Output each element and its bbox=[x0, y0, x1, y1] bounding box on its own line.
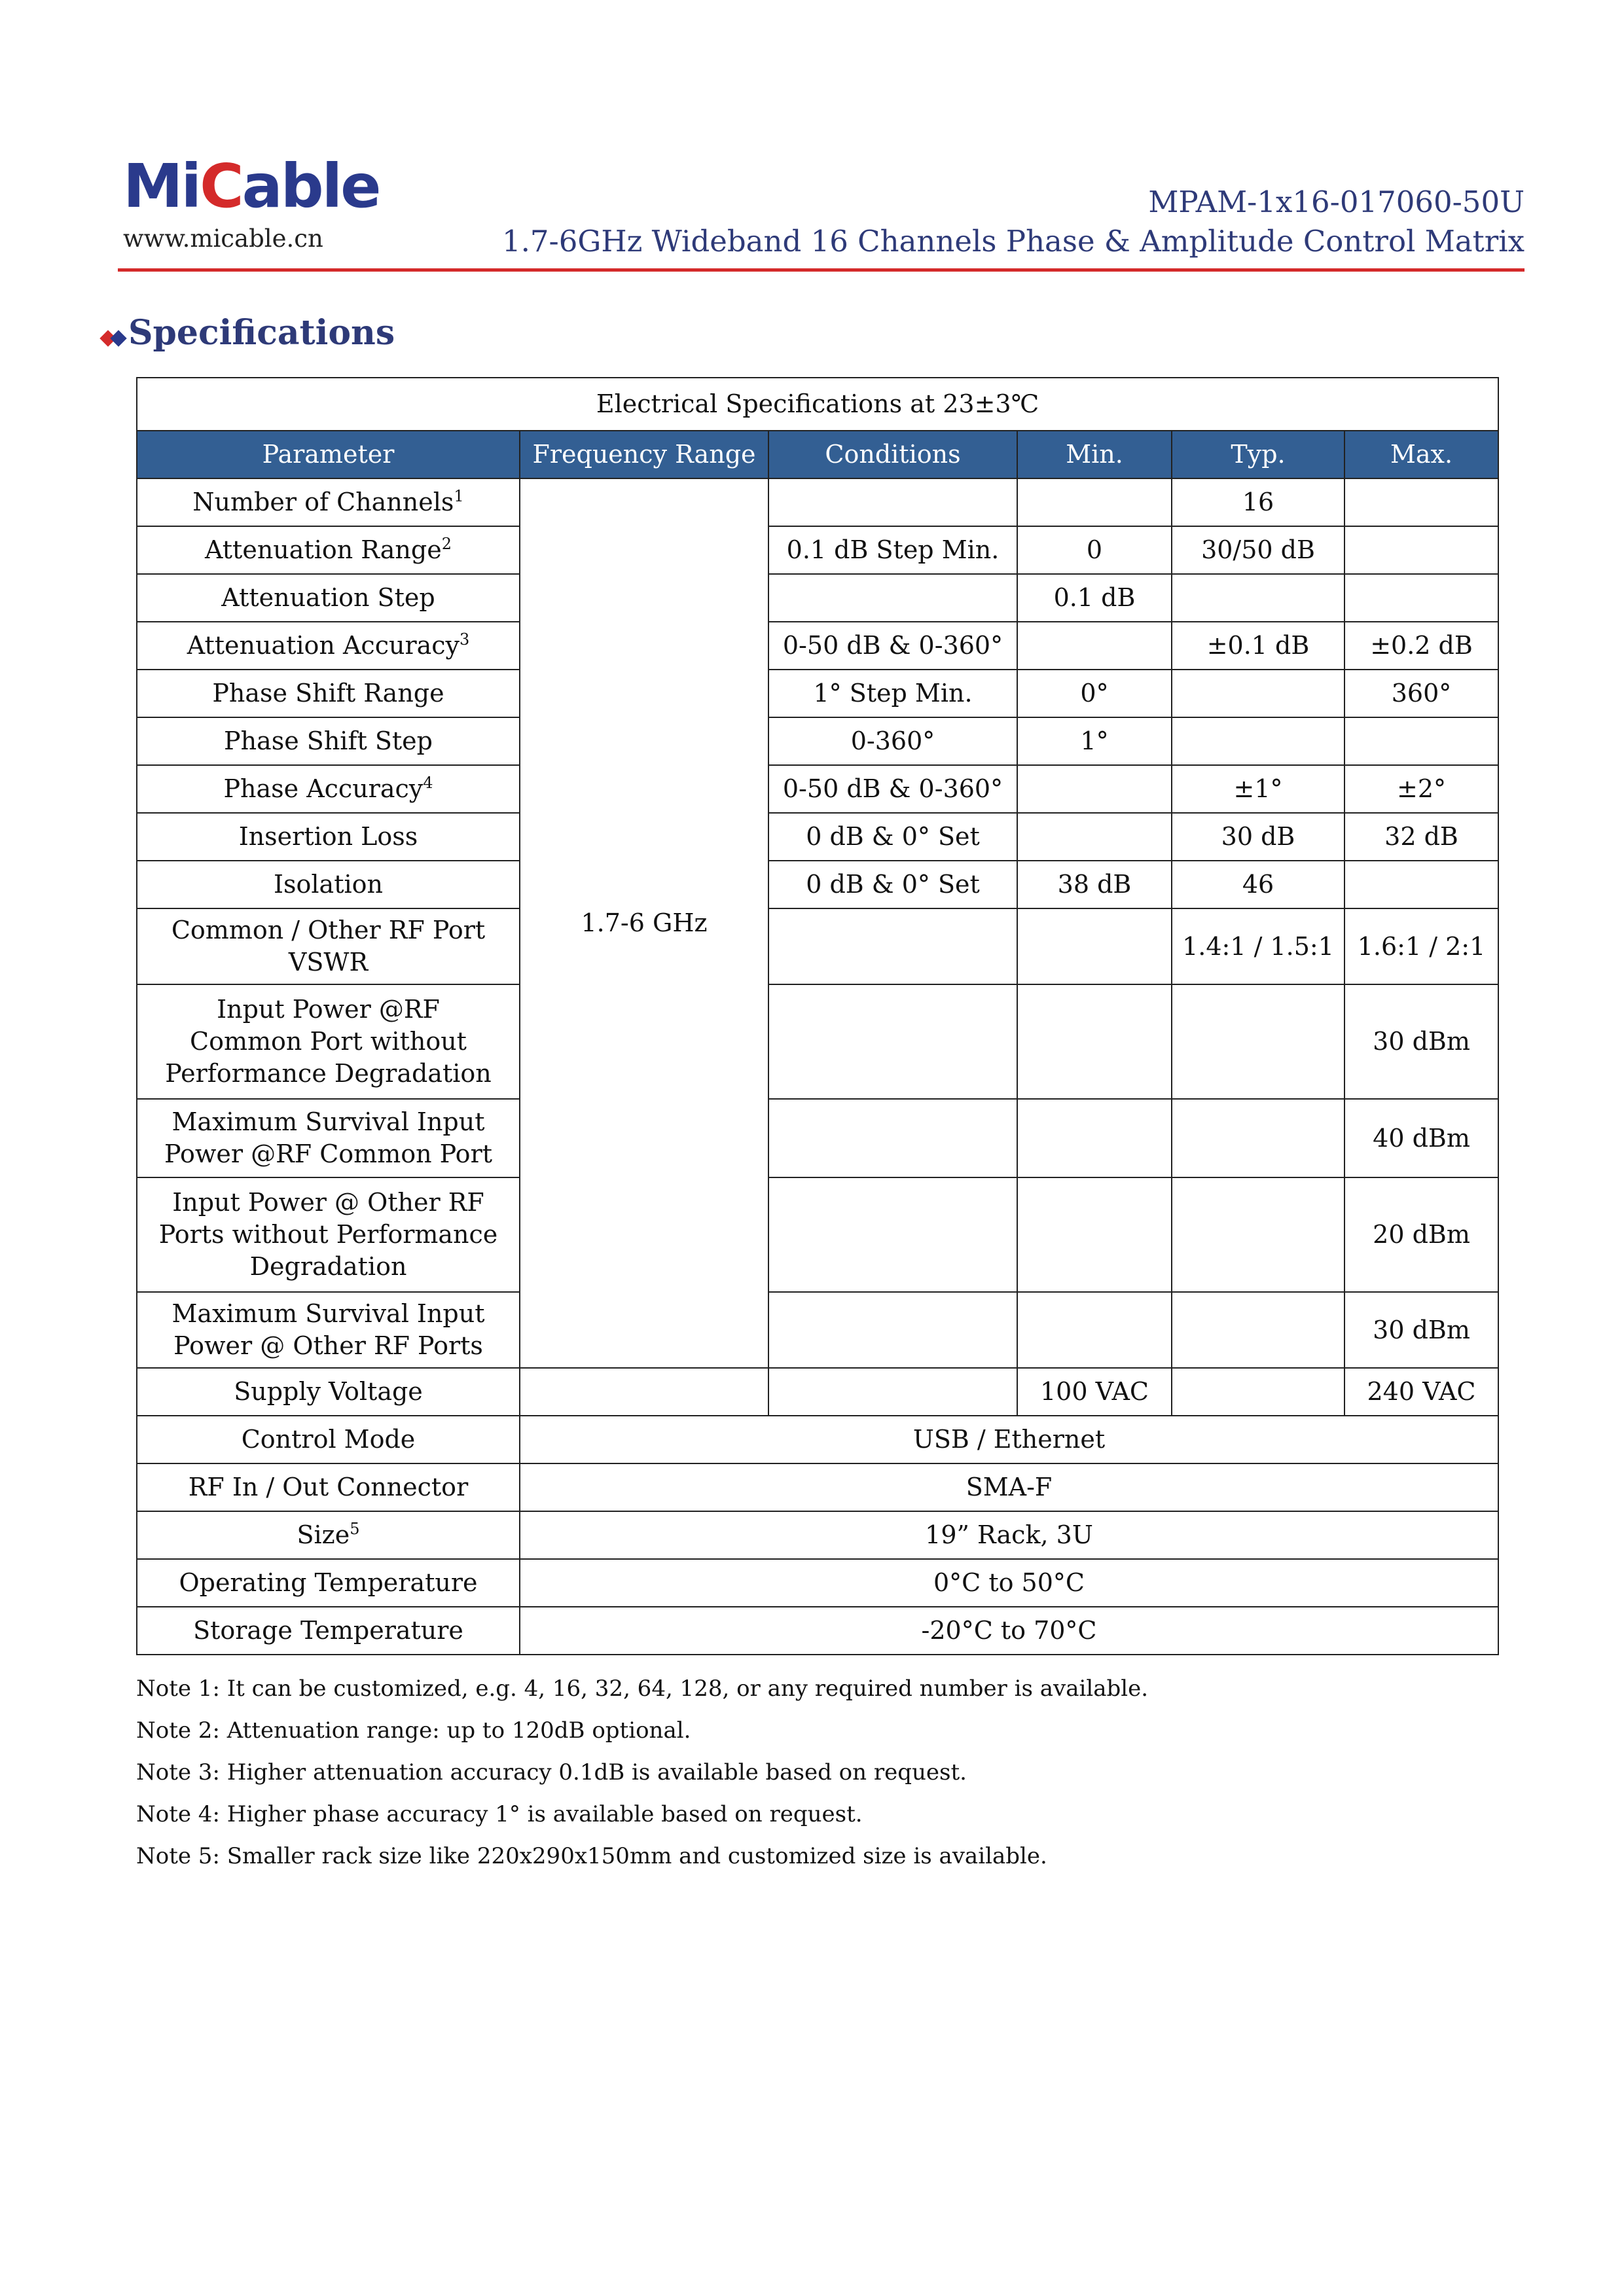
typ-cell: ±1° bbox=[1172, 765, 1344, 813]
param-cell: Attenuation Accuracy$^3$ bbox=[137, 622, 520, 670]
conditions-cell: 0-360° bbox=[768, 717, 1017, 765]
value-cell: USB / Ethernet bbox=[520, 1416, 1498, 1463]
value-cell: SMA-F bbox=[520, 1463, 1498, 1511]
param-cell: Phase Accuracy$^4$ bbox=[137, 765, 520, 813]
header-divider bbox=[118, 268, 1525, 272]
conditions-cell: 0 dB & 0° Set bbox=[768, 813, 1017, 861]
param-cell: RF In / Out Connector bbox=[137, 1463, 520, 1511]
conditions-cell bbox=[768, 478, 1017, 526]
conditions-cell bbox=[768, 574, 1017, 622]
max-cell bbox=[1344, 861, 1498, 908]
max-cell: 20 dBm bbox=[1344, 1177, 1498, 1292]
min-cell bbox=[1017, 478, 1172, 526]
table-row bbox=[137, 1607, 1498, 1655]
param-cell: Maximum Survival Input Power @ Other RF Ports bbox=[137, 1292, 520, 1368]
table-row bbox=[137, 622, 1498, 670]
min-cell: 0.1 dB bbox=[1017, 574, 1172, 622]
conditions-cell bbox=[768, 984, 1017, 1099]
conditions-cell bbox=[768, 1292, 1017, 1368]
min-cell: 0° bbox=[1017, 670, 1172, 717]
table-row bbox=[137, 1368, 1498, 1416]
typ-cell bbox=[1172, 717, 1344, 765]
max-cell: ±0.2 dB bbox=[1344, 622, 1498, 670]
min-cell bbox=[1017, 908, 1172, 984]
min-cell: 0 bbox=[1017, 526, 1172, 574]
typ-cell bbox=[1172, 984, 1344, 1099]
min-cell bbox=[1017, 813, 1172, 861]
param-cell: Operating Temperature bbox=[137, 1559, 520, 1607]
footnote: Note 5: Smaller rack size like 220x290x150mm and customized size is available. bbox=[136, 1843, 1047, 1869]
min-cell bbox=[1017, 1099, 1172, 1177]
table-row bbox=[137, 1099, 1498, 1177]
typ-cell: 46 bbox=[1172, 861, 1344, 908]
max-cell bbox=[1344, 526, 1498, 574]
column-header: Conditions bbox=[768, 431, 1017, 478]
footnotes bbox=[136, 1668, 1498, 1877]
column-header: Frequency Range bbox=[520, 431, 768, 478]
column-header: Max. bbox=[1344, 431, 1498, 478]
table-row bbox=[137, 478, 1498, 526]
table-row bbox=[137, 908, 1498, 984]
max-cell: 32 dB bbox=[1344, 813, 1498, 861]
typ-cell bbox=[1172, 1177, 1344, 1292]
conditions-cell: 0 dB & 0° Set bbox=[768, 861, 1017, 908]
max-cell: 1.6:1 / 2:1 bbox=[1344, 908, 1498, 984]
section-title: Specifications bbox=[128, 313, 395, 353]
micable-logo bbox=[123, 151, 380, 221]
table-row bbox=[137, 526, 1498, 574]
table-row bbox=[137, 717, 1498, 765]
min-cell: 38 dB bbox=[1017, 861, 1172, 908]
typ-cell: 1.4:1 / 1.5:1 bbox=[1172, 908, 1344, 984]
value-cell: -20°C to 70°C bbox=[520, 1607, 1498, 1655]
typ-cell: ±0.1 dB bbox=[1172, 622, 1344, 670]
typ-cell bbox=[1172, 1292, 1344, 1368]
param-cell: Storage Temperature bbox=[137, 1607, 520, 1655]
min-cell: 1° bbox=[1017, 717, 1172, 765]
conditions-cell bbox=[768, 1177, 1017, 1292]
typ-cell: 30 dB bbox=[1172, 813, 1344, 861]
document-title: 1.7-6GHz Wideband 16 Channels Phase & Amplitude Control Matrix bbox=[501, 224, 1525, 259]
table-row bbox=[137, 984, 1498, 1099]
column-header: Typ. bbox=[1172, 431, 1344, 478]
footnote: Note 2: Attenuation range: up to 120dB optional. bbox=[136, 1717, 691, 1744]
table-row bbox=[137, 670, 1498, 717]
param-cell: Control Mode bbox=[137, 1416, 520, 1463]
specifications-table bbox=[136, 377, 1499, 1655]
table-row bbox=[137, 574, 1498, 622]
param-cell: Size$^5$ bbox=[137, 1511, 520, 1559]
footnote: Note 1: It can be customized, e.g. 4, 16, 32, 64, 128, or any required number is available. bbox=[136, 1676, 1149, 1702]
param-cell: Common / Other RF Port VSWR bbox=[137, 908, 520, 984]
max-cell: ±2° bbox=[1344, 765, 1498, 813]
logo-wordmark: MiCable bbox=[123, 151, 380, 221]
param-cell: Isolation bbox=[137, 861, 520, 908]
min-cell: 100 VAC bbox=[1017, 1368, 1172, 1416]
table-row bbox=[137, 1559, 1498, 1607]
min-cell bbox=[1017, 622, 1172, 670]
table-header-row bbox=[137, 431, 1498, 478]
max-cell bbox=[1344, 574, 1498, 622]
param-cell: Phase Shift Range bbox=[137, 670, 520, 717]
typ-cell bbox=[1172, 574, 1344, 622]
param-cell: Attenuation Range$^2$ bbox=[137, 526, 520, 574]
param-cell: Supply Voltage bbox=[137, 1368, 520, 1416]
param-cell: Insertion Loss bbox=[137, 813, 520, 861]
column-header: Parameter bbox=[137, 431, 520, 478]
param-cell: Phase Shift Step bbox=[137, 717, 520, 765]
min-cell bbox=[1017, 1177, 1172, 1292]
param-cell: Maximum Survival Input Power @RF Common Port bbox=[137, 1099, 520, 1177]
table-caption: Electrical Specifications at 23±3℃ bbox=[137, 378, 1498, 431]
typ-cell bbox=[1172, 1099, 1344, 1177]
conditions-cell: 0-50 dB & 0-360° bbox=[768, 765, 1017, 813]
max-cell: 240 VAC bbox=[1344, 1368, 1498, 1416]
frequency-cell bbox=[520, 1368, 768, 1416]
conditions-cell: 0-50 dB & 0-360° bbox=[768, 622, 1017, 670]
param-cell: Input Power @RF Common Port without Performance Degradation bbox=[137, 984, 520, 1099]
min-cell bbox=[1017, 984, 1172, 1099]
conditions-cell bbox=[768, 1099, 1017, 1177]
model-number: MPAM-1x16-017060-50U bbox=[1148, 185, 1525, 219]
max-cell bbox=[1344, 478, 1498, 526]
max-cell: 30 dBm bbox=[1344, 1292, 1498, 1368]
max-cell: 40 dBm bbox=[1344, 1099, 1498, 1177]
param-cell: Attenuation Step bbox=[137, 574, 520, 622]
typ-cell: 16 bbox=[1172, 478, 1344, 526]
table-row bbox=[137, 1292, 1498, 1368]
max-cell bbox=[1344, 717, 1498, 765]
conditions-cell: 1° Step Min. bbox=[768, 670, 1017, 717]
table-row bbox=[137, 861, 1498, 908]
website-url: www.micable.cn bbox=[123, 224, 323, 253]
conditions-cell bbox=[768, 1368, 1017, 1416]
table-row bbox=[137, 1416, 1498, 1463]
bullet-diamond-icon bbox=[110, 330, 126, 346]
footnote: Note 3: Higher attenuation accuracy 0.1dB is available based on request. bbox=[136, 1759, 967, 1785]
conditions-cell: 0.1 dB Step Min. bbox=[768, 526, 1017, 574]
frequency-range-cell: 1.7-6 GHz bbox=[520, 478, 768, 1368]
min-cell bbox=[1017, 765, 1172, 813]
min-cell bbox=[1017, 1292, 1172, 1368]
param-cell: Input Power @ Other RF Ports without Performance Degradation bbox=[137, 1177, 520, 1292]
max-cell: 360° bbox=[1344, 670, 1498, 717]
table-row bbox=[137, 1177, 1498, 1292]
column-header: Min. bbox=[1017, 431, 1172, 478]
param-cell: Number of Channels$^1$ bbox=[137, 478, 520, 526]
table-row bbox=[137, 765, 1498, 813]
table-row bbox=[137, 813, 1498, 861]
value-cell: 19” Rack, 3U bbox=[520, 1511, 1498, 1559]
max-cell: 30 dBm bbox=[1344, 984, 1498, 1099]
conditions-cell bbox=[768, 908, 1017, 984]
typ-cell bbox=[1172, 1368, 1344, 1416]
typ-cell: 30/50 dB bbox=[1172, 526, 1344, 574]
value-cell: 0°C to 50°C bbox=[520, 1559, 1498, 1607]
typ-cell bbox=[1172, 670, 1344, 717]
table-row bbox=[137, 1511, 1498, 1559]
table-row bbox=[137, 1463, 1498, 1511]
footnote: Note 4: Higher phase accuracy 1° is available based on request. bbox=[136, 1801, 863, 1827]
